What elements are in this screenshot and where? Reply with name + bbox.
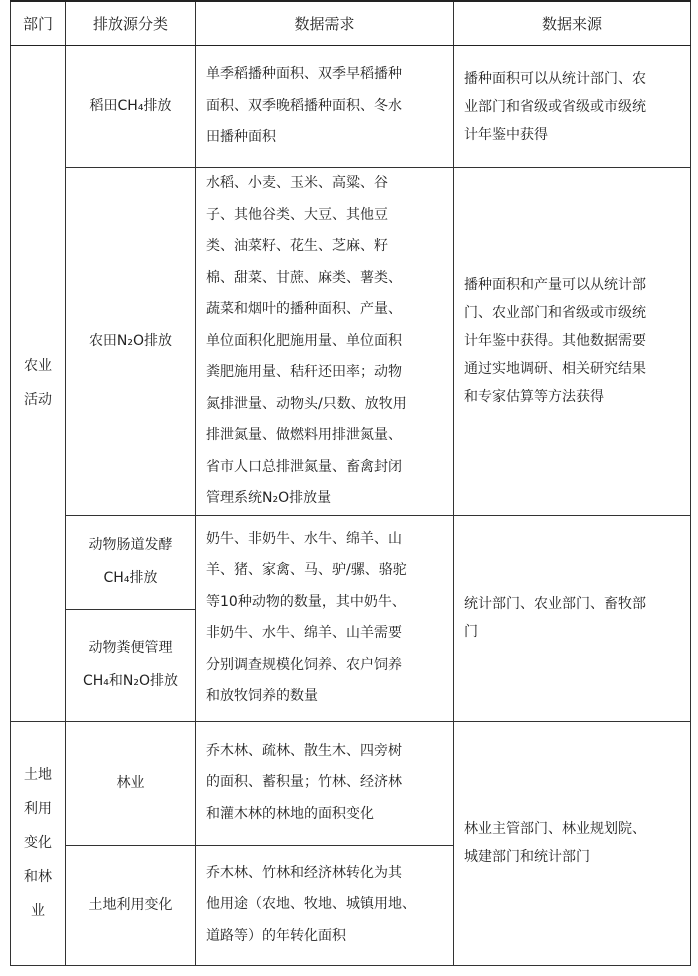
source-land-use-change: 土地利用变化 bbox=[66, 845, 196, 965]
source-manure-ch4-n2o: 动物粪便管理 CH₄和N₂O排放 bbox=[66, 609, 196, 721]
need-farmland-n2o: 水稻、小麦、玉米、高粱、谷 子、其他谷类、大豆、其他豆 类、油菜籽、花生、芝麻、籽 棉、甜菜、甘蔗、麻类、薯类、 蔬菜和烟叶的播种面积、产量、 单位面积化肥施用量、单位面积 粪肥施用量、秸秆还田率；动物 氮排泄量、动物头/只数、放牧用 排泄氮量、做燃料用排泄氮量、 省市人口总排泄氮量、畜禽封闭 管理系统N₂O排放量 bbox=[196, 168, 454, 516]
table-row bbox=[11, 46, 691, 168]
header-need: 数据需求 bbox=[196, 1, 454, 46]
header-dept: 部门 bbox=[11, 1, 66, 46]
source-forestry: 林业 bbox=[66, 721, 196, 845]
from-land-use-forestry: 林业主管部门、林业规划院、 城建部门和统计部门 bbox=[454, 721, 691, 965]
need-land-use-change: 乔木林、竹林和经济林转化为其 他用途（农地、牧地、城镇用地、 道路等）的年转化面积 bbox=[196, 845, 454, 965]
need-forestry: 乔木林、疏林、散生木、四旁树 的面积、蓄积量；竹林、经济林 和灌木林的林地的面积变化 bbox=[196, 721, 454, 845]
source-rice-ch4: 稻田CH₄排放 bbox=[66, 46, 196, 168]
source-farmland-n2o: 农田N₂O排放 bbox=[66, 168, 196, 516]
need-rice-ch4: 单季稻播种面积、双季早稻播种 面积、双季晚稻播种面积、冬水 田播种面积 bbox=[196, 46, 454, 168]
header-source: 排放源分类 bbox=[66, 1, 196, 46]
need-livestock: 奶牛、非奶牛、水牛、绵羊、山 羊、猪、家禽、马、驴/骡、骆驼 等10种动物的数量，其中奶牛、 非奶牛、水牛、绵羊、山羊需要 分别调查规模化饲养、农户饲养 和放牧饲养的数量 bbox=[196, 515, 454, 721]
table-row bbox=[11, 721, 691, 845]
table-row bbox=[11, 515, 691, 609]
from-livestock: 统计部门、农业部门、畜牧部 门 bbox=[454, 515, 691, 721]
dept-land-use-forestry: 土地 利用 变化 和林 业 bbox=[11, 721, 66, 965]
header-from: 数据来源 bbox=[454, 1, 691, 46]
table-row bbox=[11, 168, 691, 516]
source-enteric-ch4: 动物肠道发酵 CH₄排放 bbox=[66, 515, 196, 609]
from-rice-ch4: 播种面积可以从统计部门、农 业部门和省级或省级或市级统 计年鉴中获得 bbox=[454, 46, 691, 168]
emission-data-table bbox=[10, 0, 691, 966]
header-row bbox=[11, 1, 691, 46]
dept-agriculture: 农业 活动 bbox=[11, 46, 66, 722]
from-farmland-n2o: 播种面积和产量可以从统计部 门、农业部门和省级或市级统 计年鉴中获得。其他数据需要 通过实地调研、相关研究结果 和专家估算等方法获得 bbox=[454, 168, 691, 516]
